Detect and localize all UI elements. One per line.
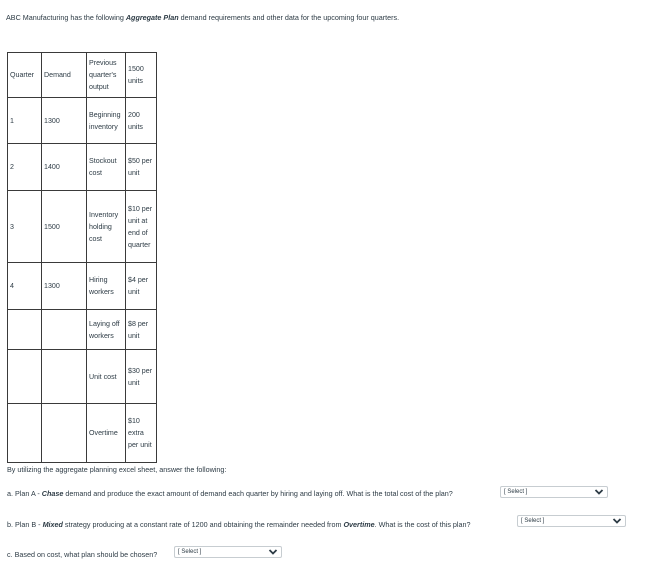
param-label: Stockout cost	[87, 144, 126, 191]
quarter-cell: 4	[8, 263, 42, 310]
demand-cell: 1400	[42, 144, 87, 191]
param-value: 1500 units	[126, 53, 157, 98]
quarter-cell: 3	[8, 191, 42, 263]
question-c: c. Based on cost, what plan should be chosen?	[7, 550, 158, 559]
param-label: Beginning inventory	[87, 98, 126, 144]
quarter-cell	[8, 404, 42, 463]
param-value: $10 extra per unit	[126, 404, 157, 463]
plan-a-cost-select[interactable]	[500, 486, 608, 498]
quarter-cell	[8, 310, 42, 350]
chevron-down-icon	[594, 487, 604, 497]
select-value: [ Select ]	[521, 518, 545, 524]
table-row	[8, 191, 157, 263]
demand-cell	[42, 404, 87, 463]
param-value: $10 per unit at end of quarter	[126, 191, 157, 263]
demand-cell: 1500	[42, 191, 87, 263]
demand-cell	[42, 310, 87, 350]
param-value: $30 per unit	[126, 350, 157, 404]
param-label: Overtime	[87, 404, 126, 463]
intro-text: ABC Manufacturing has the following Aggregate Plan demand requirements and other data for the upcoming four quarters.	[6, 13, 400, 22]
table-row	[8, 144, 157, 191]
table-row	[8, 53, 157, 98]
plan-choice-select[interactable]	[174, 546, 282, 558]
question-a: a. Plan A - Chase demand and produce the exact amount of demand each quarter by hiring and laying off. What is the total cost of the plan?	[7, 489, 453, 498]
aggregate-plan-table	[7, 52, 157, 463]
quarter-header: Quarter	[8, 53, 42, 98]
demand-cell	[42, 350, 87, 404]
select-value: [ Select ]	[504, 489, 528, 495]
demand-cell: 1300	[42, 98, 87, 144]
table-row	[8, 350, 157, 404]
demand-header: Demand	[42, 53, 87, 98]
quarter-cell	[8, 350, 42, 404]
param-value: 200 units	[126, 98, 157, 144]
chevron-down-icon	[612, 516, 622, 526]
quarter-cell: 1	[8, 98, 42, 144]
demand-cell: 1300	[42, 263, 87, 310]
table-row	[8, 98, 157, 144]
select-value: [ Select ]	[178, 549, 202, 555]
table-row	[8, 404, 157, 463]
quarter-cell: 2	[8, 144, 42, 191]
param-value: $50 per unit	[126, 144, 157, 191]
param-label: Hiring workers	[87, 263, 126, 310]
plan-b-cost-select[interactable]	[517, 515, 626, 527]
param-label: Laying off workers	[87, 310, 126, 350]
table-row	[8, 263, 157, 310]
table-row	[8, 310, 157, 350]
param-label: Unit cost	[87, 350, 126, 404]
instructions-text: By utilizing the aggregate planning excel sheet, answer the following:	[7, 465, 227, 474]
param-label: Inventory holding cost	[87, 191, 126, 263]
question-b: b. Plan B - Mixed strategy producing at a constant rate of 1200 and obtaining the remainder needed from Overtime. What is the cost of this plan?	[7, 520, 471, 529]
chevron-down-icon	[268, 547, 278, 557]
param-value: $4 per unit	[126, 263, 157, 310]
param-value: $8 per unit	[126, 310, 157, 350]
param-label: Previous quarter's output	[87, 53, 126, 98]
